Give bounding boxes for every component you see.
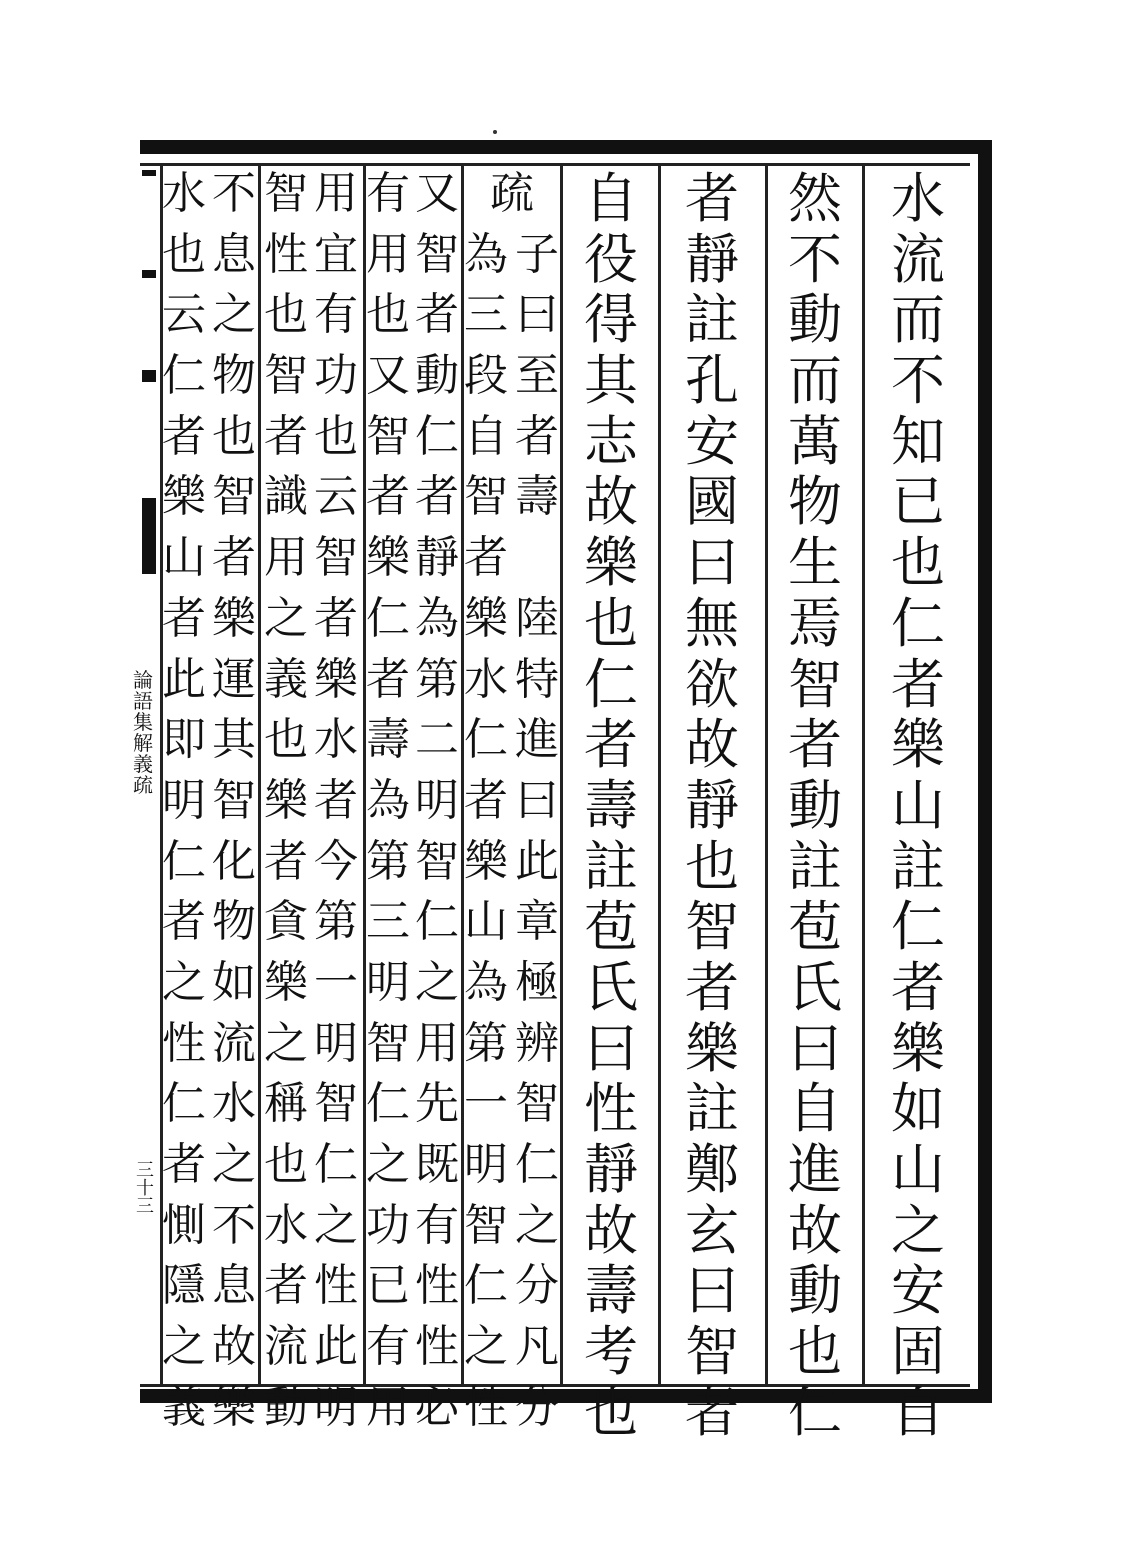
text-char: 者 xyxy=(314,592,358,644)
text-char: 物 xyxy=(212,350,256,402)
text-char: 而 xyxy=(891,288,945,352)
column-divider xyxy=(765,163,768,1384)
text-char: 隱 xyxy=(162,1260,206,1312)
text-char: 為 xyxy=(464,228,508,280)
text-char: 仁 xyxy=(464,1260,508,1312)
text-char: 山 xyxy=(891,1138,945,1201)
text-char: 仁 xyxy=(162,350,206,402)
text-char: 用 xyxy=(314,168,358,219)
text-char: 曰 xyxy=(515,774,559,826)
text-char: 也 xyxy=(264,289,308,341)
text-char: 之 xyxy=(366,1139,410,1190)
margin-title-char: 疏 xyxy=(133,773,153,797)
text-char: 動 xyxy=(788,773,842,837)
text-char: 流 xyxy=(264,1321,308,1373)
text-char: 註 xyxy=(685,1077,739,1141)
text-char: 者 xyxy=(891,955,945,1019)
text-char: 者 xyxy=(685,955,739,1019)
text-char: 智 xyxy=(415,228,459,280)
text-char: 如 xyxy=(212,956,256,1008)
text-char: 智 xyxy=(788,652,842,716)
main-text-column xyxy=(888,167,948,1446)
text-char: 者 xyxy=(162,410,206,462)
text-char: 特 xyxy=(515,653,559,705)
text-char: 明 xyxy=(162,774,206,826)
commentary-head xyxy=(482,168,542,233)
inner-top-rule xyxy=(140,163,970,166)
text-char: 壽 xyxy=(584,773,638,837)
text-char: 樂 xyxy=(212,592,256,644)
main-text-column xyxy=(785,167,845,1446)
text-char: 自 xyxy=(788,1077,842,1141)
text-char: 智 xyxy=(515,1078,559,1130)
text-char: 也 xyxy=(685,834,739,898)
text-char: 孔 xyxy=(685,349,739,413)
text-char: 者 xyxy=(366,471,410,523)
text-char: 焉 xyxy=(788,591,842,655)
text-char: 不 xyxy=(891,349,945,413)
text-char: 明 xyxy=(366,956,410,1008)
text-char: 明 xyxy=(314,1017,358,1069)
commentary-column xyxy=(507,228,567,536)
text-char: 為 xyxy=(366,774,410,826)
text-char: 陸 xyxy=(515,592,559,644)
text-char: 智 xyxy=(685,895,739,959)
text-char: 辨 xyxy=(515,1017,559,1069)
text-char: 樂 xyxy=(212,1381,256,1433)
text-char: 一 xyxy=(314,956,358,1008)
right-border-rule xyxy=(978,140,992,1403)
text-char: 物 xyxy=(212,896,256,948)
text-char: 義 xyxy=(162,1381,206,1433)
text-char: 樂 xyxy=(891,1016,945,1080)
text-char: 云 xyxy=(162,289,206,341)
text-char: 其 xyxy=(584,349,638,413)
text-char: 也 xyxy=(212,410,256,462)
text-char: 動 xyxy=(788,288,842,352)
text-char: 義 xyxy=(264,653,308,705)
text-char: 其 xyxy=(212,714,256,766)
text-char: 章 xyxy=(515,896,559,948)
text-char: 也 xyxy=(584,591,638,655)
text-char: 者 xyxy=(162,592,206,644)
text-char: 也 xyxy=(314,410,358,462)
text-char: 之 xyxy=(212,1139,256,1190)
text-char: 必 xyxy=(415,1381,459,1433)
text-char: 曰 xyxy=(685,531,739,595)
text-char: 者 xyxy=(515,410,559,462)
text-char: 也 xyxy=(584,1380,638,1444)
text-char: 化 xyxy=(212,835,256,887)
text-char: 註 xyxy=(584,834,638,898)
text-char: 水 xyxy=(314,714,358,766)
text-char: 山 xyxy=(891,773,945,837)
text-char: 仁 xyxy=(584,652,638,716)
text-char: 者 xyxy=(415,471,459,523)
text-char: 物 xyxy=(788,470,842,534)
text-char: 一 xyxy=(464,1078,508,1130)
text-char: 也 xyxy=(162,228,206,280)
text-char: 也 xyxy=(264,1139,308,1190)
text-char: 性 xyxy=(415,1260,459,1312)
text-char: 山 xyxy=(162,532,206,584)
text-char: 用 xyxy=(366,1381,410,1433)
text-char: 已 xyxy=(366,1260,410,1312)
text-char: 水 xyxy=(212,1078,256,1130)
text-char: 又 xyxy=(366,350,410,402)
margin-title-char: 論 xyxy=(133,668,153,692)
text-char: 者 xyxy=(264,410,308,462)
text-char: 用 xyxy=(415,1017,459,1069)
text-char: 樂 xyxy=(464,835,508,887)
text-char: 仁 xyxy=(366,592,410,644)
ink-speck xyxy=(493,130,497,134)
text-char: 子 xyxy=(515,228,559,280)
text-char: 不 xyxy=(212,168,256,219)
text-char: 有 xyxy=(366,1321,410,1373)
text-char: 者 xyxy=(685,167,739,230)
text-char: 鄭 xyxy=(685,1138,739,1201)
text-char: 樂 xyxy=(264,774,308,826)
text-char: 仁 xyxy=(891,591,945,655)
text-char: 仁 xyxy=(891,895,945,959)
text-char: 智 xyxy=(264,350,308,402)
text-char: 苞 xyxy=(788,895,842,959)
text-char: 用 xyxy=(366,228,410,280)
text-char: 自 xyxy=(891,1380,945,1444)
text-char: 玄 xyxy=(685,1198,739,1262)
text-char: 今 xyxy=(314,835,358,887)
text-char: 者 xyxy=(685,1380,739,1444)
text-char: 也 xyxy=(366,289,410,341)
text-char: 性 xyxy=(264,228,308,280)
text-char: 靜 xyxy=(584,1138,638,1201)
margin-title-char: 義 xyxy=(133,752,153,776)
text-char: 智 xyxy=(212,471,256,523)
text-char: 者 xyxy=(264,835,308,887)
text-char: 仁 xyxy=(788,1380,842,1444)
commentary-column xyxy=(256,168,316,1446)
text-char: 智 xyxy=(212,774,256,826)
text-char: 樂 xyxy=(264,956,308,1008)
text-char: 為 xyxy=(464,956,508,1008)
text-char: 曰 xyxy=(584,1016,638,1080)
text-char: 者 xyxy=(464,774,508,826)
text-char: 者 xyxy=(891,652,945,716)
text-char: 仁 xyxy=(515,1139,559,1191)
text-char: 壽 xyxy=(366,714,410,766)
text-char: 段 xyxy=(464,350,508,402)
text-char: 考 xyxy=(584,1320,638,1384)
text-char: 山 xyxy=(464,896,508,948)
text-char: 智 xyxy=(685,1320,739,1384)
text-char: 也 xyxy=(264,714,308,766)
text-char: 疏 xyxy=(490,168,534,219)
text-char: 得 xyxy=(584,288,638,352)
text-char: 運 xyxy=(212,653,256,705)
text-char: 智 xyxy=(415,835,459,887)
text-char: 仁 xyxy=(162,835,206,887)
text-char: 不 xyxy=(212,1199,256,1251)
text-char: 既 xyxy=(415,1139,459,1190)
text-char: 進 xyxy=(515,714,559,766)
text-char: 自 xyxy=(584,167,638,230)
text-char: 者 xyxy=(212,532,256,584)
text-char: 故 xyxy=(212,1321,256,1373)
text-char: 第 xyxy=(314,896,358,948)
text-char: 有 xyxy=(366,168,410,219)
commentary-column xyxy=(154,168,214,1446)
text-char: 動 xyxy=(415,350,459,402)
text-char: 之 xyxy=(464,1321,508,1373)
text-char: 又 xyxy=(415,168,459,219)
text-char: 不 xyxy=(788,227,842,291)
margin-title-char: 集 xyxy=(133,710,153,734)
text-char: 壽 xyxy=(515,471,559,523)
text-char: 仁 xyxy=(366,1078,410,1130)
text-char: 者 xyxy=(366,653,410,705)
text-char: 智 xyxy=(464,471,508,523)
text-char: 仁 xyxy=(314,1139,358,1190)
text-char: 之 xyxy=(264,592,308,644)
text-char: 息 xyxy=(212,228,256,280)
text-char: 明 xyxy=(415,774,459,826)
text-char: 故 xyxy=(584,470,638,534)
text-char: 曰 xyxy=(515,289,559,341)
commentary-column xyxy=(507,592,567,1447)
text-char: 固 xyxy=(891,1320,945,1384)
text-char: 功 xyxy=(314,350,358,402)
text-char: 云 xyxy=(314,471,358,523)
text-char: 者 xyxy=(162,896,206,948)
text-char: 貪 xyxy=(264,896,308,948)
text-char: 志 xyxy=(584,409,638,473)
text-char: 氏 xyxy=(788,955,842,1019)
text-char: 進 xyxy=(788,1138,842,1201)
text-char: 已 xyxy=(891,470,945,534)
text-char: 之 xyxy=(212,289,256,341)
text-char: 樂 xyxy=(162,471,206,523)
text-char: 生 xyxy=(788,531,842,595)
text-char: 仁 xyxy=(415,410,459,462)
text-char: 極 xyxy=(515,957,559,1009)
text-char: 智 xyxy=(366,410,410,462)
text-char: 流 xyxy=(212,1017,256,1069)
text-char: 智 xyxy=(464,1199,508,1251)
margin-page-number: 三十三 xyxy=(133,1160,154,1214)
text-char: 為 xyxy=(415,592,459,644)
text-char: 樂 xyxy=(366,532,410,584)
text-char: 靜 xyxy=(415,532,459,584)
text-char: 性 xyxy=(415,1321,459,1373)
text-char: 樂 xyxy=(584,531,638,595)
text-char: 水 xyxy=(464,653,508,705)
text-char: 水 xyxy=(264,1199,308,1251)
text-char: 靜 xyxy=(685,227,739,291)
column-divider xyxy=(658,163,661,1384)
text-char: 安 xyxy=(685,409,739,473)
text-char: 曰 xyxy=(788,1016,842,1080)
text-char: 分 xyxy=(515,1381,559,1433)
top-border-rule xyxy=(140,140,992,154)
text-char: 至 xyxy=(515,350,559,402)
text-char: 之 xyxy=(415,956,459,1008)
column-divider xyxy=(862,163,865,1384)
text-char: 曰 xyxy=(685,1259,739,1323)
text-char: 之 xyxy=(162,956,206,1008)
text-char: 用 xyxy=(264,532,308,584)
text-char: 註 xyxy=(788,834,842,898)
text-char: 智 xyxy=(314,532,358,584)
text-char: 惻 xyxy=(162,1199,206,1251)
text-char: 也 xyxy=(891,531,945,595)
text-char: 宜 xyxy=(314,228,358,280)
text-char: 氏 xyxy=(584,955,638,1019)
text-char: 靜 xyxy=(685,773,739,837)
text-char: 樂 xyxy=(685,1016,739,1080)
text-char: 流 xyxy=(891,227,945,291)
text-char: 樂 xyxy=(891,713,945,777)
text-char: 先 xyxy=(415,1078,459,1130)
text-char: 然 xyxy=(788,167,842,230)
text-char: 動 xyxy=(264,1381,308,1433)
text-char: 欲 xyxy=(685,652,739,716)
text-char: 苞 xyxy=(584,895,638,959)
text-char: 壽 xyxy=(584,1259,638,1323)
text-char: 故 xyxy=(788,1198,842,1262)
text-char: 智 xyxy=(314,1078,358,1130)
text-char: 動 xyxy=(788,1259,842,1323)
text-char: 此 xyxy=(162,653,206,705)
text-char: 分 xyxy=(515,1260,559,1312)
text-char: 性 xyxy=(314,1260,358,1312)
text-char: 知 xyxy=(891,409,945,473)
text-char: 二 xyxy=(415,714,459,766)
text-char: 之 xyxy=(515,1199,559,1251)
text-char: 者 xyxy=(464,532,508,584)
text-char: 息 xyxy=(212,1260,256,1312)
text-char: 有 xyxy=(415,1199,459,1251)
text-char: 安 xyxy=(891,1259,945,1323)
text-char: 者 xyxy=(314,774,358,826)
text-char: 樂 xyxy=(314,653,358,705)
text-char: 萬 xyxy=(788,409,842,473)
margin-title-char: 語 xyxy=(133,689,153,713)
text-char: 無 xyxy=(685,591,739,655)
text-char: 有 xyxy=(314,289,358,341)
text-char: 仁 xyxy=(162,1078,206,1130)
text-char: 智 xyxy=(264,168,308,219)
text-char: 三 xyxy=(366,896,410,948)
text-char: 三 xyxy=(464,289,508,341)
text-char: 第 xyxy=(464,1017,508,1069)
main-text-column xyxy=(581,167,641,1446)
text-char: 者 xyxy=(584,713,638,777)
text-char: 智 xyxy=(366,1017,410,1069)
text-char: 之 xyxy=(891,1198,945,1262)
text-char: 之 xyxy=(264,1017,308,1069)
text-char: 明 xyxy=(314,1381,358,1433)
text-char: 役 xyxy=(584,227,638,291)
text-char: 水 xyxy=(891,167,945,230)
text-char: 也 xyxy=(788,1320,842,1384)
text-char: 註 xyxy=(891,834,945,898)
text-char: 而 xyxy=(788,349,842,413)
text-char: 者 xyxy=(415,289,459,341)
text-char: 性 xyxy=(162,1017,206,1069)
text-char: 國 xyxy=(685,470,739,534)
text-char: 明 xyxy=(464,1139,508,1190)
text-char: 性 xyxy=(464,1381,508,1433)
text-char: 功 xyxy=(366,1199,410,1251)
text-char: 者 xyxy=(264,1260,308,1312)
text-char: 自 xyxy=(464,410,508,462)
commentary-column xyxy=(358,168,418,1446)
margin-title-char: 解 xyxy=(133,731,153,755)
text-char: 故 xyxy=(584,1198,638,1262)
text-char: 仁 xyxy=(464,714,508,766)
text-char: 此 xyxy=(314,1321,358,1373)
text-char: 之 xyxy=(314,1199,358,1251)
text-char: 此 xyxy=(515,835,559,887)
text-char: 者 xyxy=(162,1139,206,1190)
text-char: 如 xyxy=(891,1077,945,1141)
text-char: 即 xyxy=(162,714,206,766)
text-char: 識 xyxy=(264,471,308,523)
text-char: 樂 xyxy=(464,592,508,644)
text-char: 凡 xyxy=(515,1321,559,1373)
text-char: 註 xyxy=(685,288,739,352)
text-char: 者 xyxy=(788,713,842,777)
text-char: 仁 xyxy=(415,896,459,948)
text-char: 性 xyxy=(584,1077,638,1141)
text-char: 稱 xyxy=(264,1078,308,1130)
text-char: 第 xyxy=(415,653,459,705)
text-char: 之 xyxy=(162,1321,206,1373)
text-char: 第 xyxy=(366,835,410,887)
text-char: 故 xyxy=(685,713,739,777)
main-text-column xyxy=(682,167,742,1446)
text-char: 水 xyxy=(162,168,206,219)
